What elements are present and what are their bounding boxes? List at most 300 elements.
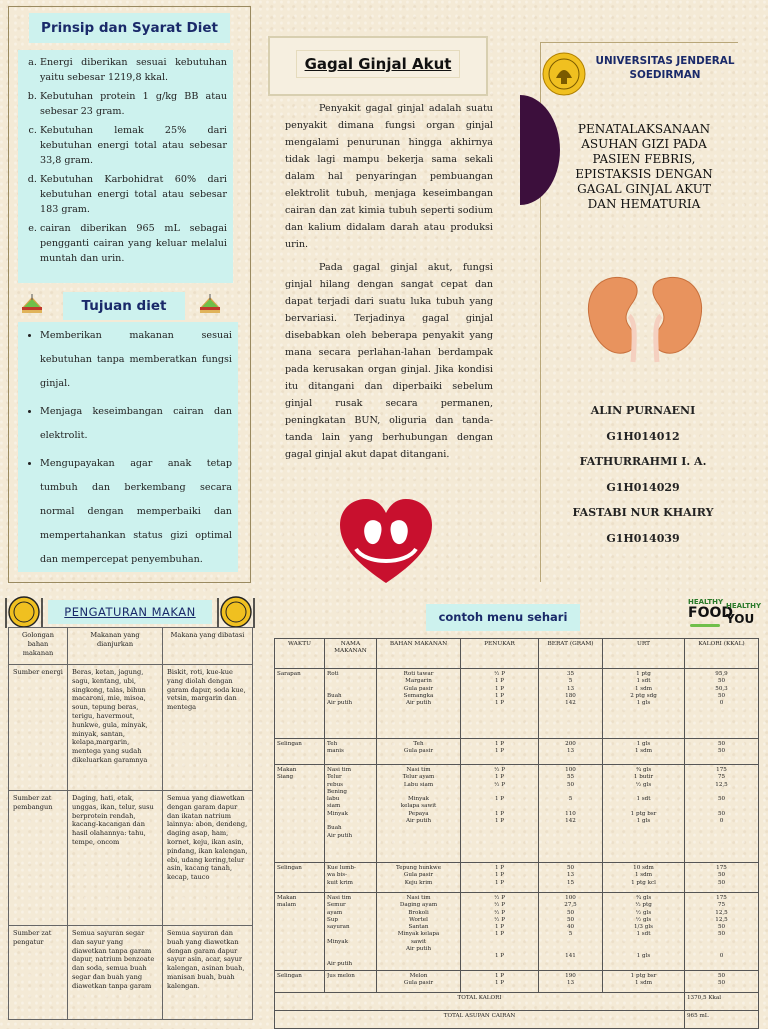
cell-line — [687, 789, 756, 796]
cell-line: 1 gls — [636, 741, 651, 747]
table-row — [275, 669, 759, 739]
cell-line: 141 — [565, 953, 576, 960]
cell-line: ½ gls — [635, 909, 652, 916]
cell-line: Bening — [327, 788, 347, 795]
cell-line — [463, 803, 536, 810]
cell-line: Nasi tim — [327, 895, 352, 901]
table-row — [275, 971, 759, 993]
cell-line: Gula pasir — [403, 748, 434, 755]
table-cell — [377, 765, 461, 863]
table-cell — [377, 863, 461, 893]
table-header-row — [275, 639, 759, 669]
cell-line — [379, 789, 458, 796]
cell-line: Semangka — [403, 692, 434, 699]
cell-line: 1 P — [494, 818, 505, 825]
table-cell — [461, 971, 539, 993]
cell-line: 13 — [566, 748, 575, 755]
cell-line: 2 ptg sdg — [630, 692, 657, 699]
cell-line: 12,5 — [715, 916, 728, 923]
article-paragraph: Penyakit gagal ginjal adalah suatu penyakit dimana fungsi organ ginjal mengalami penurunan hingga akhirnya tidak lagi mampu bekerja sama sekali dalam hal penyaringan pembuangan elektrolit tubuh, menjaga keseimbangan cairan dan zat kimia tubuh seperti sodium dan kalium didalam darah atau produksi urin. — [285, 103, 493, 250]
section-title-box — [268, 36, 488, 96]
cell-line: 1 sdt — [636, 678, 651, 685]
cell-line — [327, 678, 374, 685]
cell-line: Telur ayam — [402, 774, 435, 781]
cell-line — [605, 939, 682, 946]
cell-line — [327, 953, 374, 960]
cell-line: 175 — [716, 767, 727, 773]
healthy-food-logo — [688, 598, 762, 638]
goal-item: • Menjaga keseimbangan cairan dan elektrolit. — [40, 400, 232, 448]
cell-line: 35 — [566, 671, 575, 677]
table-cell — [603, 765, 685, 863]
cell-line: 190 — [565, 973, 576, 979]
table-cell — [539, 765, 603, 863]
cell-line: kuit krim — [327, 879, 353, 886]
cell-line: 50 — [717, 741, 726, 747]
column-header: Golongan bahan makanan — [9, 628, 68, 665]
cell-line: 1 gls — [636, 700, 651, 707]
cell-line: 1 ptg bsr — [630, 973, 657, 979]
cell-line: 175 — [716, 895, 727, 901]
cell-line: 5 — [568, 678, 573, 685]
cell-line — [687, 939, 756, 946]
table-cell — [685, 669, 759, 739]
cell-line: ¾ gls — [635, 895, 652, 901]
table-cell — [275, 765, 325, 863]
plate-cutlery-icon — [4, 592, 44, 632]
cell-line: 50 — [717, 980, 726, 987]
total-label: TOTAL ASUPAN CAIRAN — [275, 1011, 685, 1029]
cell-line: 13 — [566, 685, 575, 692]
university-name: UNIVERSITAS JENDERAL SOEDIRMAN — [595, 55, 735, 81]
plate-cutlery-icon — [216, 592, 256, 632]
cell-line: kelapa sawit — [400, 803, 437, 810]
cell-line: ½ P — [494, 909, 505, 916]
cell-line: 50 — [717, 872, 726, 879]
table-row — [9, 791, 253, 926]
table-cell: Sumber zat pengatur — [9, 926, 68, 1020]
cell-line: 1 P — [494, 973, 505, 979]
cell-line — [327, 931, 374, 938]
table-cell — [685, 765, 759, 863]
cell-line — [541, 946, 600, 953]
cell-line: ½ P — [494, 767, 505, 773]
column-header: URT — [603, 639, 685, 669]
table-cell — [539, 971, 603, 993]
total-row — [275, 1011, 759, 1029]
cell-line: Semur — [327, 902, 346, 909]
cell-line: 1 P — [494, 879, 505, 886]
cell-line: Labu siam — [403, 781, 434, 788]
principle-item: d. Kebutuhan Karbohidrat 60% dari kebutuhan energi total atau sebesar 183 gram. — [40, 172, 227, 217]
table-cell — [461, 893, 539, 971]
cell-line: malam — [277, 902, 297, 909]
cell-line: Roti tawar — [403, 671, 434, 677]
cell-line: 75 — [717, 774, 726, 781]
cell-line — [605, 946, 682, 953]
total-value: 965 mL — [685, 1011, 759, 1029]
table-cell: Sumber energi — [9, 665, 68, 791]
cell-line: 1 sdm — [634, 872, 653, 879]
total-row — [275, 993, 759, 1011]
cell-line: 0 — [719, 818, 724, 825]
sandwich-icon — [20, 294, 44, 316]
column-header: PENUKAR — [461, 639, 539, 669]
cell-line: 1 gls — [636, 818, 651, 825]
cell-line: Selingan — [277, 973, 302, 979]
table-row — [9, 665, 253, 791]
table-cell — [275, 893, 325, 971]
cell-line: Sarapan — [277, 671, 301, 677]
cell-line: Santan — [408, 924, 429, 931]
cell-line — [605, 789, 682, 796]
column-header: BERAT (GRAM) — [539, 639, 603, 669]
table-cell — [275, 669, 325, 739]
table-cell — [461, 765, 539, 863]
table-cell — [275, 863, 325, 893]
author-name: FATHURRAHMI I. A. — [579, 455, 707, 468]
cell-line: Air putih — [405, 700, 432, 707]
cell-line: sawit — [410, 938, 427, 945]
table-cell: Beras, ketan, jagung, sagu, kentang, ubi, singkong, talas, bihun macaroni, mie, misoa, soun, tepung beras, terigu, havermout, hunkwe, gula, minyak, minyak, santan, kelapa,margarin, mentega yang sudah dikeluarkan garamnya — [68, 665, 163, 791]
principle-item: b. Kebutuhan protein 1 g/kg BB atau sebesar 23 gram. — [40, 89, 227, 119]
author-name: ALIN PURNAENI — [590, 404, 696, 417]
table-row — [9, 926, 253, 1020]
cell-line: Wortel — [409, 916, 428, 923]
table-cell — [275, 739, 325, 765]
principles-title: Prinsip dan Syarat Diet — [29, 13, 230, 43]
cell-line: Jus melon — [327, 973, 355, 979]
table-cell — [377, 669, 461, 739]
cell-line: rebus — [327, 781, 344, 788]
cell-line: 12,5 — [715, 909, 728, 916]
cell-line: 1 P — [494, 980, 505, 987]
cell-line: 1 P — [494, 924, 505, 931]
cell-line: 1 P — [494, 741, 505, 747]
cell-line: labu — [327, 796, 340, 803]
cell-line: 50 — [717, 748, 726, 755]
table-header-row — [9, 628, 253, 665]
pengaturan-title: PENGATURAN MAKAN — [48, 600, 212, 624]
table-cell — [325, 893, 377, 971]
cell-line: 1 sdt — [636, 796, 651, 803]
cell-line: Teh — [327, 741, 338, 747]
cell-line: ½ gls — [635, 781, 652, 788]
cell-line: 27,5 — [564, 902, 577, 909]
cell-line: Minyak kelapa — [397, 931, 440, 938]
principles-box — [18, 50, 233, 283]
total-label: TOTAL KALORI — [275, 993, 685, 1011]
goal-item: • Mengupayakan agar anak tetap tumbuh dan berkembang secara normal dengan memperbaiki dan mempertahankan status gizi optimal dan mempercepat penyembuhan. — [40, 452, 232, 572]
cell-line: 1 sdm — [634, 685, 653, 692]
cell-line: Gula pasir — [403, 980, 434, 987]
cell-line: Nasi tim — [406, 767, 431, 773]
section-title: Gagal Ginjal Akut — [296, 50, 461, 78]
cell-line: siam — [327, 803, 341, 810]
column-header: WAKTU — [275, 639, 325, 669]
author-id: G1H014012 — [606, 429, 680, 443]
cell-line: sayuran — [327, 924, 350, 931]
cell-line: 1 butir — [633, 774, 654, 781]
table-cell — [325, 739, 377, 765]
cell-line: 50 — [717, 692, 726, 699]
cell-line: ½ P — [494, 916, 505, 923]
cell-line — [327, 818, 374, 825]
cell-line: 100 — [565, 895, 576, 901]
cell-line: Keju krim — [404, 879, 433, 886]
cell-line: 1 ptg — [636, 671, 651, 677]
cell-line: Roti — [327, 671, 339, 677]
cell-line — [541, 789, 600, 796]
table-cell — [603, 893, 685, 971]
cell-line: 1 P — [494, 953, 505, 960]
cell-line: 1 P — [494, 774, 505, 781]
table-cell — [377, 971, 461, 993]
cell-line: 50 — [717, 796, 726, 803]
cell-line: Sup — [327, 916, 339, 923]
table-cell: Semua sayuran segar dan sayur yang diawetkan tanpa garam dapur, natrium benzoate dan soda, semua buah segar dan buah yang diawetkan tanpa garam — [68, 926, 163, 1020]
cell-line: 50,3 — [715, 685, 728, 692]
table-cell: Semua yang diawetkan dengan garam dapur dan ikatan natrium lainnya: abon, dendeng, daging asap, ham, kornet, keju, ikan asin, pindang, ikan kalengan, ebi, udang kering,telur asin, kacang tanah, kecap, tauco — [163, 791, 253, 926]
author-id: G1H014039 — [606, 531, 680, 545]
cell-line: Minyak — [327, 938, 349, 945]
table-cell — [685, 863, 759, 893]
cell-line: 50 — [717, 924, 726, 931]
cell-line — [687, 803, 756, 810]
cell-line: 50 — [717, 810, 726, 817]
cell-line: Pepaya — [408, 810, 429, 817]
table-cell: Biskit, roti, kue-kue yang diolah dengan garam dapur, soda kue, vetsin, margarin dan mentega — [163, 665, 253, 791]
table-cell — [539, 669, 603, 739]
cell-line: Air putih — [327, 960, 353, 967]
table-cell — [325, 863, 377, 893]
cell-line: 1 gls — [636, 953, 651, 960]
cell-line: ½ P — [494, 781, 505, 788]
table-cell: Sumber zat pembangun — [9, 791, 68, 926]
cell-line: Buah — [327, 692, 342, 699]
cell-line: 55 — [566, 774, 575, 781]
cell-line: Nasi tim — [327, 767, 352, 773]
table-cell — [377, 739, 461, 765]
cell-line: Kue lumb- — [327, 865, 356, 871]
cell-line: 1 sdm — [634, 980, 653, 987]
cell-line: 1 P — [494, 796, 505, 803]
cell-line: 13 — [566, 980, 575, 987]
table-cell — [603, 971, 685, 993]
cell-line: ½ ptg — [635, 902, 652, 909]
cell-line: 50 — [717, 931, 726, 938]
cell-line — [541, 939, 600, 946]
table-cell — [325, 669, 377, 739]
table-cell — [325, 971, 377, 993]
cell-line: Makan — [277, 895, 297, 901]
table-cell — [603, 863, 685, 893]
cell-line: 100 — [565, 767, 576, 773]
cell-line — [541, 803, 600, 810]
principle-item: e. cairan diberikan 965 mL sebagai pengganti cairan yang keluar melalui muntah dan urin. — [40, 221, 227, 266]
cell-line: 1 sdt — [636, 931, 651, 938]
total-value: 1370,5 Kkal — [685, 993, 759, 1011]
cell-line: 1 ptg kcl — [631, 879, 656, 886]
cell-line: 1/3 gls — [633, 924, 654, 931]
cell-line: 1 P — [494, 810, 505, 817]
table-cell — [275, 971, 325, 993]
cell-line: 5 — [568, 931, 573, 938]
table-cell — [685, 739, 759, 765]
cell-line: ½ P — [494, 895, 505, 901]
cell-line: Makan — [277, 767, 297, 773]
table-cell: Semua sayuran dan buah yang diawetkan dengan garam dapur sayur asin, acar, sayur kalengan, asinan buah, manisan buah, buah kalengan. — [163, 926, 253, 1020]
logo-bar — [690, 624, 720, 627]
cell-line: Margarin — [405, 678, 432, 685]
cell-line: 142 — [565, 818, 576, 825]
table-row — [275, 893, 759, 971]
cell-line: 50 — [566, 909, 575, 916]
cell-line: Nasi tim — [406, 895, 431, 901]
table-cell — [461, 863, 539, 893]
cell-line: 1 P — [494, 865, 505, 871]
university-logo — [542, 52, 586, 96]
cell-line: 175 — [716, 865, 727, 871]
cell-line: 50 — [717, 678, 726, 685]
cell-line: 50 — [566, 865, 575, 871]
table-cell — [685, 971, 759, 993]
cell-line: 0 — [719, 953, 724, 960]
cell-line: 13 — [566, 872, 575, 879]
cell-line: Brokoli — [408, 909, 429, 916]
cell-line — [463, 939, 536, 946]
cell-line: 180 — [565, 692, 576, 699]
principle-item: c. Kebutuhan lemak 25% dari kebutuhan energi total atau sebesar 33,8 gram. — [40, 123, 227, 168]
table-row — [275, 739, 759, 765]
cell-line: 1 P — [494, 748, 505, 755]
cell-line: Minyak — [407, 796, 429, 803]
cell-line: 1 P — [494, 678, 505, 685]
cell-line — [327, 946, 374, 953]
table-cell — [539, 863, 603, 893]
column-header: Makanan yang dianjurkan — [68, 628, 163, 665]
column-header: NAMA MAKANAN — [325, 639, 377, 669]
cell-line: 40 — [566, 924, 575, 931]
column-header: BAHAN MAKANAN — [377, 639, 461, 669]
cell-line: 110 — [565, 810, 576, 817]
cell-line: 1 P — [494, 872, 505, 879]
cell-line: Selingan — [277, 865, 302, 871]
menu-table — [274, 638, 759, 1029]
cell-line: 50 — [566, 781, 575, 788]
logo-text: HEALTHY — [726, 602, 762, 610]
cell-line — [463, 789, 536, 796]
cell-line: 1 ptg bsr — [630, 810, 657, 817]
cell-line: 1 sdm — [634, 748, 653, 755]
cell-line: 0 — [719, 700, 724, 707]
cell-line: Air putih — [405, 818, 432, 825]
article-paragraph: Pada gagal ginjal akut, fungsi ginjal hilang dengan sangat cepat dan dapat terjadi dari suatu luka tubuh yang bervariasi. Terjadinya gagal ginjal disebabkan oleh beberapa penyakit yang mana secara perlahan-lahan berdampak pada kerusakan organ ginjal. Jika kondisi itu ditangani dan diperbaiki sebelum ginjal rusak secara permanen, peningkatan BUN, oliguria dan tanda-tanda lain yang berhubungan dengan gagal ginjal akut dapat ditangani. — [285, 262, 493, 460]
author-name: FASTABI NUR KHAIRY — [572, 506, 714, 519]
cell-line: 10 sdm — [633, 865, 654, 871]
cell-line: ½ gls — [635, 916, 652, 923]
cell-line: Melon — [409, 973, 428, 979]
logo-text: YOU — [726, 612, 755, 626]
cell-line: Selingan — [277, 741, 302, 747]
author-id: G1H014029 — [606, 480, 680, 494]
cell-line — [605, 803, 682, 810]
table-cell — [377, 893, 461, 971]
cell-line: Daging ayam — [399, 902, 438, 909]
cell-line: 12,5 — [715, 781, 728, 788]
heart-kidney-icon — [336, 497, 436, 587]
logo-text: FOOD — [688, 605, 733, 621]
cell-line: Tepung hunkwe — [395, 865, 442, 871]
goal-item: • Memberikan makanan sesuai kebutuhan tanpa memberatkan fungsi ginjal. — [40, 324, 232, 396]
cell-line: 75 — [717, 902, 726, 909]
cell-line: 50 — [566, 916, 575, 923]
table-row — [275, 765, 759, 863]
kidney-icon — [583, 272, 707, 364]
decorative-half-circle — [520, 95, 560, 205]
cell-line: 95,9 — [715, 671, 728, 677]
cell-line: 50 — [717, 879, 726, 886]
cell-line: Buah — [327, 825, 342, 832]
cell-line: Air putih — [405, 946, 432, 953]
table-cell: Daging, hati, etak, unggas, ikan, telur, susu berprotein rendah, kacang-kacangan dan hasil olahannya: tahu, tempe, oncom — [68, 791, 163, 926]
cell-line: 200 — [565, 741, 576, 747]
cell-line: 15 — [566, 879, 575, 886]
authors-list — [560, 398, 726, 551]
cell-line — [463, 946, 536, 953]
article-body — [285, 100, 493, 490]
principle-item: a. Energi diberikan sesuai kebutuhan yaitu sebesar 1219,8 kkal. — [40, 55, 227, 85]
cell-line — [687, 946, 756, 953]
cell-line: wa bis- — [327, 872, 348, 879]
column-header: KALORI (KKAL) — [685, 639, 759, 669]
cell-line: Siang — [277, 774, 294, 781]
cell-line: 1 P — [494, 685, 505, 692]
cell-line: Telur — [327, 774, 342, 781]
cell-line: 50 — [717, 973, 726, 979]
table-cell — [325, 765, 377, 863]
cell-line: Gula pasir — [403, 872, 434, 879]
table-cell — [539, 893, 603, 971]
column-header: Makana yang dibatasi — [163, 628, 253, 665]
cell-line: ½ P — [494, 671, 505, 677]
cell-line: Teh — [413, 741, 424, 747]
cell-line: ½ P — [494, 902, 505, 909]
table-cell — [461, 669, 539, 739]
table-row — [275, 863, 759, 893]
table-cell — [461, 739, 539, 765]
cell-line: ayam — [327, 909, 343, 916]
cell-line: Minyak — [327, 810, 349, 817]
cell-line: 1 P — [494, 700, 505, 707]
goals-box — [18, 322, 238, 572]
goals-title: Tujuan diet — [63, 292, 185, 320]
cell-line: ¾ gls — [635, 767, 652, 773]
cell-line: 142 — [565, 700, 576, 707]
pengaturan-table — [8, 627, 253, 1020]
cell-line: Air putih — [327, 700, 353, 707]
cell-line: manis — [327, 748, 344, 755]
table-cell — [603, 669, 685, 739]
table-cell — [539, 739, 603, 765]
cell-line: Gula pasir — [403, 685, 434, 692]
table-cell — [603, 739, 685, 765]
cell-line: 1 P — [494, 692, 505, 699]
sandwich-icon — [198, 294, 222, 316]
logo-text: HEALTHY — [688, 598, 724, 606]
cell-line: 1 P — [494, 931, 505, 938]
table-cell — [685, 893, 759, 971]
